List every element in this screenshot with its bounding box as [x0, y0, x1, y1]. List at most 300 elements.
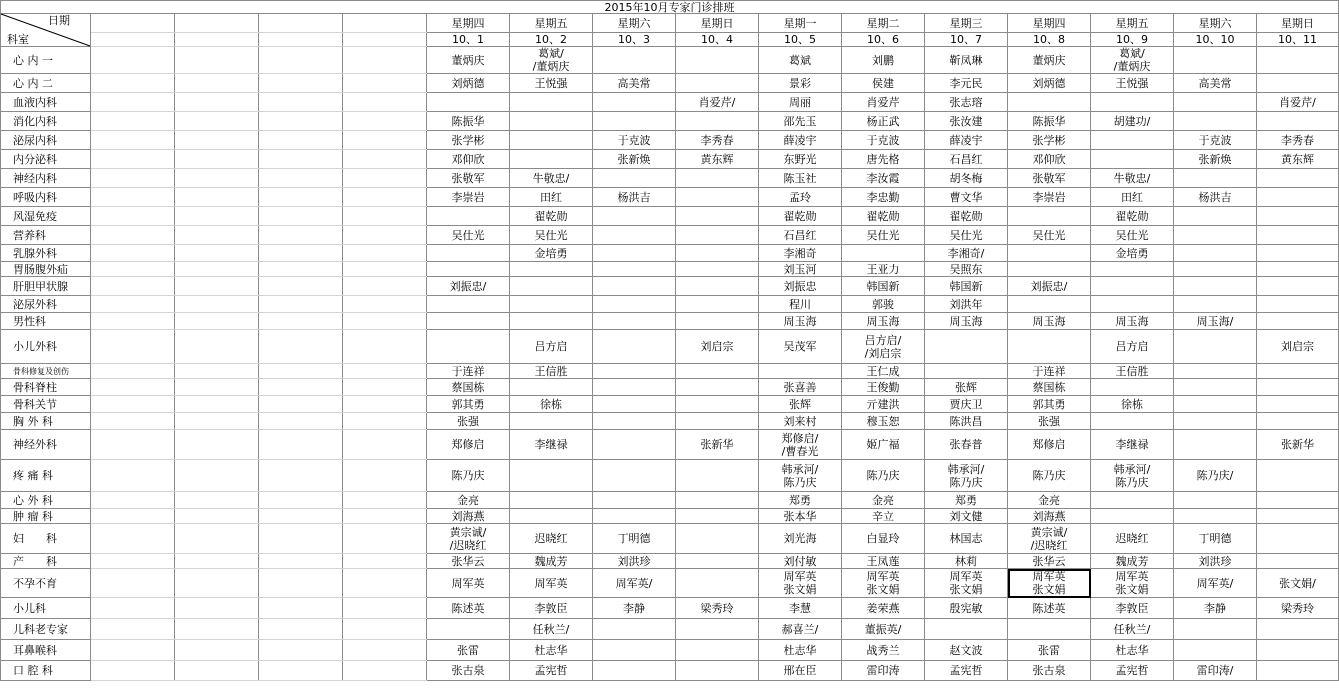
blank-cell[interactable] — [175, 262, 259, 277]
schedule-cell[interactable]: 周军英 张文娟 — [1091, 569, 1174, 598]
schedule-cell[interactable] — [1174, 262, 1257, 277]
blank-cell[interactable] — [91, 396, 175, 413]
schedule-cell[interactable]: 刘来村 — [759, 413, 842, 430]
schedule-cell[interactable]: 邓仰欣 — [427, 150, 510, 169]
blank-cell[interactable] — [91, 207, 175, 226]
schedule-cell[interactable] — [676, 524, 759, 554]
schedule-cell[interactable]: 田红 — [510, 188, 593, 207]
schedule-cell[interactable]: 丁明德 — [1174, 524, 1257, 554]
schedule-cell[interactable] — [1257, 413, 1339, 430]
schedule-cell[interactable] — [1257, 619, 1339, 640]
schedule-cell[interactable] — [510, 262, 593, 277]
schedule-cell[interactable]: 金亮 — [1008, 492, 1091, 509]
schedule-cell[interactable] — [593, 379, 676, 396]
schedule-cell[interactable]: 张本华 — [759, 509, 842, 524]
schedule-cell[interactable]: 黄东辉 — [676, 150, 759, 169]
schedule-cell[interactable]: 刘炳德 — [1008, 74, 1091, 93]
blank-cell[interactable] — [175, 598, 259, 619]
schedule-cell[interactable]: 李湘奇 — [759, 245, 842, 262]
blank-cell[interactable] — [259, 112, 343, 131]
blank-cell[interactable] — [343, 460, 427, 492]
schedule-cell[interactable] — [1091, 150, 1174, 169]
schedule-cell[interactable]: 刘振忠 — [759, 277, 842, 296]
schedule-cell[interactable]: 高美常 — [1174, 74, 1257, 93]
schedule-cell[interactable] — [676, 226, 759, 245]
schedule-cell[interactable] — [1257, 460, 1339, 492]
schedule-cell[interactable]: 孟宪哲 — [1091, 661, 1174, 681]
department-cell[interactable]: 心 内 一 — [1, 47, 91, 74]
schedule-cell[interactable]: 王亚力 — [842, 262, 925, 277]
schedule-cell[interactable] — [676, 313, 759, 330]
schedule-cell[interactable] — [1174, 619, 1257, 640]
schedule-cell[interactable] — [1257, 554, 1339, 569]
schedule-cell[interactable] — [842, 245, 925, 262]
schedule-cell[interactable] — [1174, 93, 1257, 112]
blank-cell[interactable] — [343, 207, 427, 226]
schedule-cell[interactable] — [1174, 330, 1257, 364]
blank-cell[interactable] — [259, 492, 343, 509]
schedule-cell[interactable] — [510, 313, 593, 330]
blank-cell[interactable] — [175, 47, 259, 74]
schedule-cell[interactable]: 杜志华 — [1091, 640, 1174, 661]
schedule-cell[interactable] — [427, 330, 510, 364]
schedule-cell[interactable]: 张文娟/ — [1257, 569, 1339, 598]
blank-cell[interactable] — [343, 47, 427, 74]
schedule-cell[interactable] — [676, 277, 759, 296]
department-cell[interactable]: 肿 瘤 科 — [1, 509, 91, 524]
schedule-cell[interactable]: 张新焕 — [1174, 150, 1257, 169]
date-header[interactable]: 10、5 — [759, 33, 842, 47]
blank-cell[interactable] — [175, 33, 259, 47]
schedule-cell[interactable] — [759, 364, 842, 379]
blank-cell[interactable] — [259, 413, 343, 430]
blank-cell[interactable] — [175, 619, 259, 640]
schedule-cell[interactable]: 李敦臣 — [510, 598, 593, 619]
blank-cell[interactable] — [343, 661, 427, 681]
weekday-header[interactable]: 星期二 — [842, 14, 925, 33]
blank-cell[interactable] — [91, 14, 175, 33]
blank-cell[interactable] — [343, 396, 427, 413]
blank-cell[interactable] — [259, 277, 343, 296]
schedule-cell[interactable]: 李静 — [593, 598, 676, 619]
schedule-cell[interactable]: 张新焕 — [593, 150, 676, 169]
blank-cell[interactable] — [343, 245, 427, 262]
blank-cell[interactable] — [343, 554, 427, 569]
blank-cell[interactable] — [91, 364, 175, 379]
schedule-cell[interactable]: 林莉 — [925, 554, 1008, 569]
schedule-cell[interactable]: 李元民 — [925, 74, 1008, 93]
schedule-cell[interactable] — [676, 661, 759, 681]
schedule-cell[interactable] — [676, 492, 759, 509]
schedule-cell[interactable]: 白显玲 — [842, 524, 925, 554]
blank-cell[interactable] — [343, 640, 427, 661]
schedule-cell[interactable]: 李崇岩 — [427, 188, 510, 207]
schedule-cell[interactable]: 蔡国栋 — [427, 379, 510, 396]
schedule-cell[interactable]: 周玉海 — [1091, 313, 1174, 330]
blank-cell[interactable] — [343, 150, 427, 169]
schedule-cell[interactable]: 程川 — [759, 296, 842, 313]
schedule-cell[interactable]: 靳凤琳 — [925, 47, 1008, 74]
blank-cell[interactable] — [175, 313, 259, 330]
blank-cell[interactable] — [259, 313, 343, 330]
blank-cell[interactable] — [175, 188, 259, 207]
blank-cell[interactable] — [259, 661, 343, 681]
schedule-cell[interactable]: 郑修启 — [1008, 430, 1091, 460]
schedule-cell[interactable]: 董炳庆 — [427, 47, 510, 74]
schedule-cell[interactable]: 张强 — [427, 413, 510, 430]
blank-cell[interactable] — [91, 640, 175, 661]
blank-cell[interactable] — [259, 33, 343, 47]
schedule-cell[interactable] — [1091, 379, 1174, 396]
blank-cell[interactable] — [259, 226, 343, 245]
blank-cell[interactable] — [91, 245, 175, 262]
schedule-cell[interactable] — [593, 364, 676, 379]
blank-cell[interactable] — [175, 413, 259, 430]
schedule-cell[interactable]: 吕方启/ /刘启宗 — [842, 330, 925, 364]
blank-cell[interactable] — [91, 413, 175, 430]
schedule-cell[interactable] — [1257, 396, 1339, 413]
blank-cell[interactable] — [175, 379, 259, 396]
blank-cell[interactable] — [259, 245, 343, 262]
schedule-cell[interactable]: 张喜善 — [759, 379, 842, 396]
department-cell[interactable]: 不孕不育 — [1, 569, 91, 598]
department-cell[interactable]: 乳腺外科 — [1, 245, 91, 262]
schedule-cell[interactable] — [1174, 112, 1257, 131]
blank-cell[interactable] — [175, 661, 259, 681]
schedule-cell[interactable]: 迟晓红 — [510, 524, 593, 554]
date-header[interactable]: 10、4 — [676, 33, 759, 47]
blank-cell[interactable] — [175, 509, 259, 524]
blank-cell[interactable] — [175, 430, 259, 460]
schedule-cell[interactable] — [1257, 207, 1339, 226]
schedule-cell[interactable]: 周丽 — [759, 93, 842, 112]
schedule-cell[interactable] — [676, 188, 759, 207]
schedule-cell[interactable]: 刘炳德 — [427, 74, 510, 93]
schedule-cell[interactable] — [1008, 330, 1091, 364]
schedule-cell[interactable] — [510, 93, 593, 112]
schedule-cell[interactable]: 徐栋 — [510, 396, 593, 413]
schedule-cell[interactable]: 李慧 — [759, 598, 842, 619]
blank-cell[interactable] — [259, 207, 343, 226]
department-cell[interactable]: 肝胆甲状腺 — [1, 277, 91, 296]
department-cell[interactable]: 儿科老专家 — [1, 619, 91, 640]
schedule-cell[interactable] — [593, 313, 676, 330]
schedule-cell[interactable]: 黄宗诚/ /迟晓红 — [427, 524, 510, 554]
schedule-cell[interactable] — [593, 262, 676, 277]
schedule-cell[interactable] — [593, 460, 676, 492]
schedule-cell[interactable]: 田红 — [1091, 188, 1174, 207]
blank-cell[interactable] — [175, 554, 259, 569]
blank-cell[interactable] — [343, 379, 427, 396]
blank-cell[interactable] — [91, 150, 175, 169]
schedule-cell[interactable]: 郑勇 — [759, 492, 842, 509]
blank-cell[interactable] — [91, 93, 175, 112]
schedule-cell[interactable]: 于连祥 — [427, 364, 510, 379]
schedule-cell[interactable] — [593, 296, 676, 313]
blank-cell[interactable] — [91, 379, 175, 396]
blank-cell[interactable] — [343, 277, 427, 296]
schedule-cell[interactable]: 王仁成 — [842, 364, 925, 379]
blank-cell[interactable] — [91, 492, 175, 509]
blank-cell[interactable] — [91, 169, 175, 188]
schedule-cell[interactable]: 张敬军 — [1008, 169, 1091, 188]
schedule-cell[interactable]: 翟乾勋 — [1091, 207, 1174, 226]
schedule-cell[interactable]: 姜荣燕 — [842, 598, 925, 619]
schedule-cell[interactable] — [1174, 226, 1257, 245]
schedule-cell[interactable] — [1257, 524, 1339, 554]
blank-cell[interactable] — [175, 207, 259, 226]
schedule-cell[interactable] — [593, 112, 676, 131]
blank-cell[interactable] — [91, 524, 175, 554]
schedule-cell[interactable]: 孟玲 — [759, 188, 842, 207]
blank-cell[interactable] — [343, 226, 427, 245]
schedule-cell[interactable]: 薛凌宇 — [759, 131, 842, 150]
blank-cell[interactable] — [343, 262, 427, 277]
schedule-cell[interactable] — [1174, 364, 1257, 379]
schedule-cell[interactable] — [1257, 296, 1339, 313]
schedule-cell[interactable] — [510, 413, 593, 430]
schedule-cell[interactable]: 孟宪哲 — [510, 661, 593, 681]
blank-cell[interactable] — [175, 245, 259, 262]
blank-cell[interactable] — [91, 277, 175, 296]
schedule-cell[interactable]: 李继禄 — [510, 430, 593, 460]
schedule-cell[interactable] — [510, 379, 593, 396]
schedule-cell[interactable] — [593, 169, 676, 188]
schedule-cell[interactable]: 王信胜 — [1091, 364, 1174, 379]
schedule-cell[interactable]: 东野光 — [759, 150, 842, 169]
blank-cell[interactable] — [343, 131, 427, 150]
schedule-cell[interactable]: 陈玉社 — [759, 169, 842, 188]
schedule-cell[interactable]: 张雷 — [427, 640, 510, 661]
schedule-cell[interactable] — [676, 379, 759, 396]
schedule-cell[interactable]: 于克波 — [593, 131, 676, 150]
schedule-cell[interactable]: 周军英 张文娟 — [759, 569, 842, 598]
schedule-cell[interactable]: 任秋兰/ — [510, 619, 593, 640]
schedule-cell[interactable]: 陈乃庆/ — [1174, 460, 1257, 492]
schedule-cell[interactable]: 周玉海 — [1008, 313, 1091, 330]
schedule-cell[interactable]: 李汝霞 — [842, 169, 925, 188]
schedule-cell[interactable]: 刘玉河 — [759, 262, 842, 277]
blank-cell[interactable] — [175, 492, 259, 509]
schedule-cell[interactable]: 杜志华 — [759, 640, 842, 661]
schedule-cell[interactable]: 周玉海 — [925, 313, 1008, 330]
blank-cell[interactable] — [343, 296, 427, 313]
blank-cell[interactable] — [343, 93, 427, 112]
schedule-cell[interactable]: 殷宪敏 — [925, 598, 1008, 619]
schedule-cell[interactable]: 亓建洪 — [842, 396, 925, 413]
blank-cell[interactable] — [91, 598, 175, 619]
blank-cell[interactable] — [175, 169, 259, 188]
blank-cell[interactable] — [175, 74, 259, 93]
schedule-cell[interactable] — [676, 619, 759, 640]
schedule-cell[interactable]: 杨洪吉 — [1174, 188, 1257, 207]
schedule-cell[interactable]: 邓仰欣 — [1008, 150, 1091, 169]
blank-cell[interactable] — [259, 569, 343, 598]
schedule-cell[interactable] — [1257, 640, 1339, 661]
schedule-cell[interactable]: 翟乾勋 — [510, 207, 593, 226]
schedule-cell[interactable] — [676, 245, 759, 262]
schedule-cell[interactable]: 梁秀玲 — [676, 598, 759, 619]
schedule-cell[interactable] — [1257, 74, 1339, 93]
schedule-cell[interactable]: 姬广福 — [842, 430, 925, 460]
schedule-cell[interactable]: 高美常 — [593, 74, 676, 93]
schedule-cell[interactable]: 董炳庆 — [1008, 47, 1091, 74]
schedule-cell[interactable] — [1091, 413, 1174, 430]
blank-cell[interactable] — [259, 524, 343, 554]
schedule-cell[interactable]: 肖爱芹/ — [676, 93, 759, 112]
schedule-cell[interactable] — [427, 313, 510, 330]
schedule-cell[interactable] — [1174, 413, 1257, 430]
schedule-cell[interactable]: 吴仕光 — [427, 226, 510, 245]
schedule-cell[interactable] — [593, 277, 676, 296]
blank-cell[interactable] — [175, 150, 259, 169]
blank-cell[interactable] — [91, 569, 175, 598]
schedule-cell[interactable]: 葛斌/ /董炳庆 — [510, 47, 593, 74]
schedule-cell[interactable]: 翟乾勋 — [925, 207, 1008, 226]
schedule-cell[interactable] — [1257, 245, 1339, 262]
schedule-cell[interactable]: 张春普 — [925, 430, 1008, 460]
blank-cell[interactable] — [175, 277, 259, 296]
blank-cell[interactable] — [259, 188, 343, 207]
blank-cell[interactable] — [259, 619, 343, 640]
blank-cell[interactable] — [259, 379, 343, 396]
schedule-cell[interactable] — [676, 364, 759, 379]
blank-cell[interactable] — [343, 413, 427, 430]
schedule-cell[interactable]: 黄宗诚/ /迟晓红 — [1008, 524, 1091, 554]
schedule-cell[interactable]: 黄东辉 — [1257, 150, 1339, 169]
blank-cell[interactable] — [259, 150, 343, 169]
schedule-cell[interactable]: 周玉海 — [842, 313, 925, 330]
schedule-cell[interactable]: 周军英 张文娟 — [1008, 569, 1091, 598]
blank-cell[interactable] — [91, 509, 175, 524]
schedule-cell[interactable]: 刘光海 — [759, 524, 842, 554]
blank-cell[interactable] — [175, 396, 259, 413]
schedule-cell[interactable] — [925, 330, 1008, 364]
schedule-cell[interactable] — [1174, 47, 1257, 74]
blank-cell[interactable] — [91, 262, 175, 277]
schedule-cell[interactable]: 周军英 张文娟 — [842, 569, 925, 598]
schedule-cell[interactable] — [510, 277, 593, 296]
weekday-header[interactable]: 星期日 — [1257, 14, 1339, 33]
schedule-cell[interactable] — [593, 330, 676, 364]
date-header[interactable]: 10、8 — [1008, 33, 1091, 47]
schedule-cell[interactable] — [1174, 640, 1257, 661]
schedule-cell[interactable]: 董振英/ — [842, 619, 925, 640]
schedule-cell[interactable]: 韩承河/ 陈乃庆 — [759, 460, 842, 492]
schedule-cell[interactable]: 吴茂军 — [759, 330, 842, 364]
schedule-cell[interactable] — [510, 112, 593, 131]
blank-cell[interactable] — [175, 296, 259, 313]
blank-cell[interactable] — [175, 14, 259, 33]
department-cell[interactable]: 消化内科 — [1, 112, 91, 131]
department-cell[interactable]: 产 科 — [1, 554, 91, 569]
schedule-cell[interactable] — [1174, 509, 1257, 524]
schedule-cell[interactable]: 刘海燕 — [1008, 509, 1091, 524]
schedule-cell[interactable]: 吴仕光 — [510, 226, 593, 245]
schedule-cell[interactable]: 辛立 — [842, 509, 925, 524]
schedule-cell[interactable]: 韩国新 — [842, 277, 925, 296]
schedule-cell[interactable] — [593, 226, 676, 245]
date-header[interactable]: 10、1 — [427, 33, 510, 47]
blank-cell[interactable] — [343, 569, 427, 598]
department-cell[interactable]: 胸 外 科 — [1, 413, 91, 430]
blank-cell[interactable] — [343, 524, 427, 554]
schedule-cell[interactable]: 张雷 — [1008, 640, 1091, 661]
schedule-cell[interactable] — [1257, 509, 1339, 524]
schedule-cell[interactable]: 刘洪珍 — [593, 554, 676, 569]
schedule-cell[interactable] — [510, 296, 593, 313]
schedule-cell[interactable]: 赵文波 — [925, 640, 1008, 661]
blank-cell[interactable] — [259, 296, 343, 313]
schedule-cell[interactable]: 张古泉 — [1008, 661, 1091, 681]
blank-cell[interactable] — [259, 430, 343, 460]
schedule-cell[interactable]: 金培勇 — [1091, 245, 1174, 262]
schedule-cell[interactable] — [510, 460, 593, 492]
blank-cell[interactable] — [343, 169, 427, 188]
schedule-cell[interactable]: 吕方启 — [510, 330, 593, 364]
weekday-header[interactable]: 星期四 — [427, 14, 510, 33]
schedule-cell[interactable]: 周军英 — [510, 569, 593, 598]
schedule-cell[interactable]: 刘启宗 — [1257, 330, 1339, 364]
schedule-cell[interactable]: 金亮 — [842, 492, 925, 509]
blank-cell[interactable] — [91, 460, 175, 492]
schedule-cell[interactable]: 韩国新 — [925, 277, 1008, 296]
schedule-cell[interactable] — [1257, 364, 1339, 379]
department-cell[interactable]: 内分泌科 — [1, 150, 91, 169]
blank-cell[interactable] — [259, 262, 343, 277]
schedule-cell[interactable]: 葛斌/ /董炳庆 — [1091, 47, 1174, 74]
department-cell[interactable]: 口 腔 科 — [1, 661, 91, 681]
blank-cell[interactable] — [91, 112, 175, 131]
schedule-cell[interactable]: 景彩 — [759, 74, 842, 93]
blank-cell[interactable] — [175, 131, 259, 150]
schedule-cell[interactable] — [925, 619, 1008, 640]
blank-cell[interactable] — [91, 226, 175, 245]
schedule-cell[interactable] — [593, 93, 676, 112]
schedule-cell[interactable]: 李继禄 — [1091, 430, 1174, 460]
schedule-cell[interactable]: 金培勇 — [510, 245, 593, 262]
blank-cell[interactable] — [343, 112, 427, 131]
schedule-cell[interactable] — [1257, 188, 1339, 207]
blank-cell[interactable] — [91, 74, 175, 93]
blank-cell[interactable] — [175, 364, 259, 379]
schedule-cell[interactable]: 周玉海 — [759, 313, 842, 330]
schedule-cell[interactable] — [676, 569, 759, 598]
schedule-cell[interactable] — [1174, 430, 1257, 460]
blank-cell[interactable] — [343, 598, 427, 619]
blank-cell[interactable] — [175, 330, 259, 364]
schedule-cell[interactable] — [1257, 112, 1339, 131]
schedule-cell[interactable] — [427, 262, 510, 277]
weekday-header[interactable]: 星期六 — [1174, 14, 1257, 33]
schedule-cell[interactable]: 贾庆卫 — [925, 396, 1008, 413]
schedule-cell[interactable]: 石昌红 — [759, 226, 842, 245]
blank-cell[interactable] — [343, 14, 427, 33]
blank-cell[interactable] — [91, 33, 175, 47]
schedule-cell[interactable]: 周军英/ — [1174, 569, 1257, 598]
blank-cell[interactable] — [175, 93, 259, 112]
blank-cell[interactable] — [259, 640, 343, 661]
weekday-header[interactable]: 星期日 — [676, 14, 759, 33]
department-cell[interactable]: 胃肠腹外疝 — [1, 262, 91, 277]
department-cell[interactable]: 小儿科 — [1, 598, 91, 619]
schedule-cell[interactable]: 唐先格 — [842, 150, 925, 169]
schedule-cell[interactable] — [427, 245, 510, 262]
schedule-cell[interactable]: 陈乃庆 — [1008, 460, 1091, 492]
date-header[interactable]: 10、9 — [1091, 33, 1174, 47]
blank-cell[interactable] — [175, 640, 259, 661]
schedule-cell[interactable]: 陈述英 — [1008, 598, 1091, 619]
